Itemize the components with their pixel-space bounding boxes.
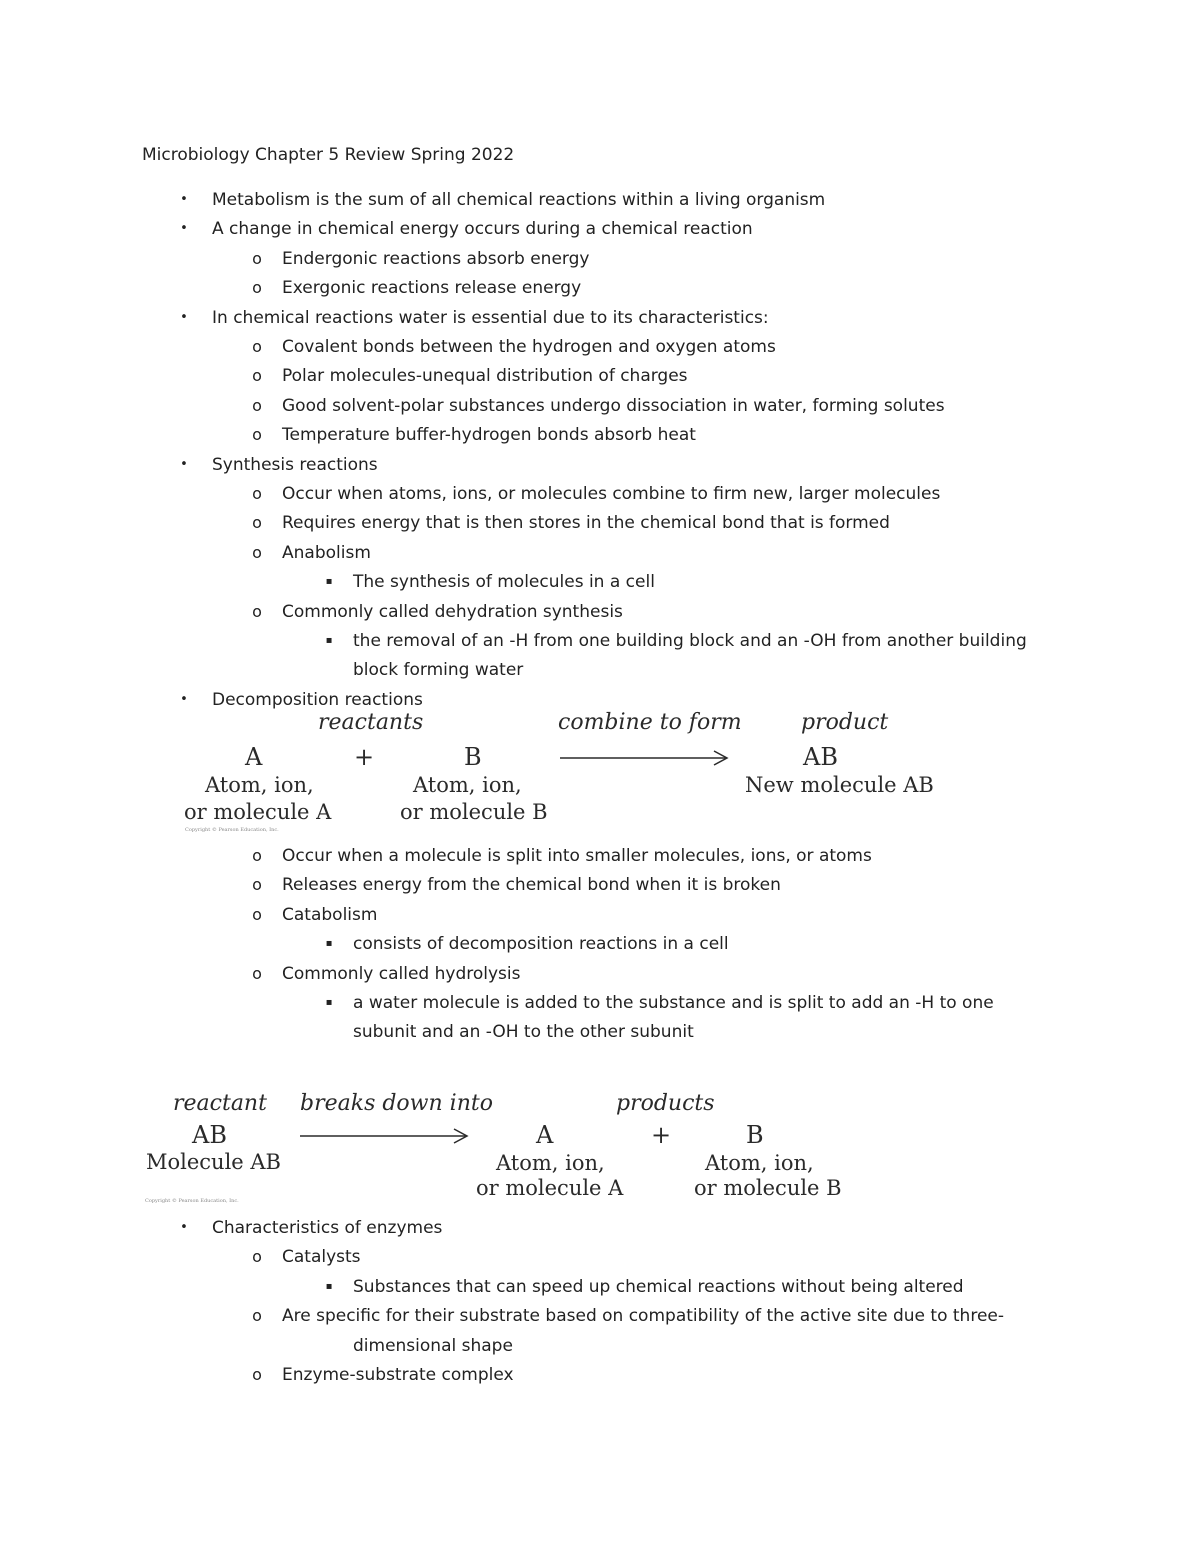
list-item-text: Good solvent-polar substances undergo dissociation in water, forming solutes bbox=[282, 395, 945, 416]
reactant-ab-desc: Molecule AB bbox=[146, 1150, 281, 1174]
list-item-text: Substances that can speed up chemical reactions without being altered bbox=[353, 1276, 964, 1297]
bullet-marker-icon: o bbox=[252, 337, 262, 356]
list-item-text: Metabolism is the sum of all chemical reactions within a living organism bbox=[212, 190, 826, 210]
reactant-b: B bbox=[464, 743, 482, 771]
plus-sign: + bbox=[651, 1121, 672, 1149]
bullet-marker-icon: o bbox=[252, 1365, 262, 1384]
copyright-credit: Copyright © Pearson Education, Inc. bbox=[185, 827, 279, 833]
list-item-text: Catalysts bbox=[282, 1247, 361, 1268]
list-item-text: Commonly called hydrolysis bbox=[282, 963, 521, 984]
list-item-text: Are specific for their substrate based on compatibility of the active site due to three- bbox=[282, 1306, 1004, 1327]
breaks-label: breaks down into bbox=[300, 1091, 493, 1116]
bullet-marker-icon: o bbox=[252, 1247, 262, 1267]
reactant-b-desc-1: Atom, ion, bbox=[413, 773, 522, 797]
bullet-marker-icon: o bbox=[252, 484, 262, 503]
list-item-text: A change in chemical energy occurs during a chemical reaction bbox=[212, 219, 753, 240]
product-b: B bbox=[746, 1121, 764, 1149]
bullet-marker-icon: ▪ bbox=[325, 576, 333, 588]
list-item-text: Polar molecules-unequal distribution of charges bbox=[282, 366, 688, 387]
list-item-text: Temperature buffer-hydrogen bonds absorb heat bbox=[282, 425, 696, 446]
bullet-marker-icon: o bbox=[252, 248, 262, 268]
bullet-marker-icon: ▪ bbox=[325, 997, 333, 1008]
list-item-text: the removal of an -H from one building block and an -OH from another building bbox=[353, 631, 1027, 651]
product-b-desc-1: Atom, ion, bbox=[705, 1151, 814, 1175]
product-b-desc-2: or molecule B bbox=[694, 1176, 842, 1200]
product-ab-desc: New molecule AB bbox=[745, 773, 934, 797]
bullet-marker-icon: o bbox=[252, 904, 262, 924]
bullet-marker-icon: ▪ bbox=[325, 635, 333, 646]
list-item-text: Occur when a molecule is split into smaller molecules, ions, or atoms bbox=[282, 846, 872, 866]
reactant-ab: AB bbox=[192, 1121, 227, 1149]
bullet-marker-icon: o bbox=[252, 395, 262, 415]
bullet-marker-icon: • bbox=[180, 691, 188, 707]
reactant-a-desc-2: or molecule A bbox=[184, 800, 332, 824]
bullet-marker-icon: o bbox=[252, 513, 262, 533]
product-a-desc-1: Atom, ion, bbox=[496, 1151, 605, 1175]
product-label: product bbox=[801, 710, 889, 735]
reactant-b-desc-2: or molecule B bbox=[400, 800, 548, 824]
bullet-marker-icon: o bbox=[252, 601, 262, 621]
list-item-text: consists of decomposition reactions in a cell bbox=[353, 934, 729, 955]
bullet-marker-icon: o bbox=[252, 542, 262, 562]
list-item-text: In chemical reactions water is essential due to its characteristics: bbox=[212, 307, 769, 328]
bullet-marker-icon: o bbox=[252, 1306, 262, 1326]
combine-label: combine to form bbox=[558, 710, 742, 735]
list-item-text: Covalent bonds between the hydrogen and oxygen atoms bbox=[282, 337, 776, 357]
product-ab: AB bbox=[803, 743, 838, 771]
reactant-label: reactant bbox=[173, 1091, 267, 1116]
reactants-label: reactants bbox=[318, 710, 424, 735]
list-item-text: Releases energy from the chemical bond when it is broken bbox=[282, 875, 781, 896]
page-title: Microbiology Chapter 5 Review Spring 2022 bbox=[142, 145, 515, 165]
product-a-desc-2: or molecule A bbox=[476, 1176, 624, 1200]
list-item-text: Exergonic reactions release energy bbox=[282, 278, 582, 299]
arrow-icon bbox=[560, 748, 730, 768]
products-label: products bbox=[616, 1091, 715, 1116]
list-item-text: Anabolism bbox=[282, 542, 371, 563]
bullet-marker-icon: o bbox=[252, 278, 262, 298]
list-item-text: Occur when atoms, ions, or molecules combine to firm new, larger molecules bbox=[282, 484, 941, 504]
list-item-text: Catabolism bbox=[282, 904, 378, 925]
bullet-marker-icon: o bbox=[252, 963, 262, 983]
bullet-marker-icon: o bbox=[252, 875, 262, 895]
product-a: A bbox=[536, 1121, 554, 1149]
arrow-icon bbox=[300, 1126, 470, 1146]
list-item-text: Endergonic reactions absorb energy bbox=[282, 248, 590, 269]
bullet-marker-icon: • bbox=[180, 192, 188, 207]
list-item-text: The synthesis of molecules in a cell bbox=[353, 572, 655, 593]
plus-sign: + bbox=[354, 743, 375, 771]
reactant-a-desc-1: Atom, ion, bbox=[205, 773, 314, 797]
reactant-a: A bbox=[245, 743, 263, 771]
copyright-credit: Copyright © Pearson Education, Inc. bbox=[145, 1198, 239, 1204]
bullet-marker-icon: ▪ bbox=[325, 1280, 333, 1292]
list-item-text: subunit and an -OH to the other subunit bbox=[353, 1022, 694, 1043]
list-item-text: Requires energy that is then stores in the chemical bond that is formed bbox=[282, 513, 890, 534]
list-item-text: Commonly called dehydration synthesis bbox=[282, 601, 623, 622]
bullet-marker-icon: • bbox=[180, 309, 188, 325]
list-item-text: dimensional shape bbox=[353, 1335, 513, 1356]
bullet-marker-icon: o bbox=[252, 366, 262, 386]
list-item-text: block forming water bbox=[353, 660, 524, 681]
bullet-marker-icon: • bbox=[180, 456, 188, 472]
list-item-text: Enzyme-substrate complex bbox=[282, 1365, 514, 1385]
bullet-marker-icon: • bbox=[180, 221, 188, 237]
bullet-marker-icon: • bbox=[180, 1220, 188, 1235]
bullet-marker-icon: o bbox=[252, 425, 262, 445]
list-item-text: Decomposition reactions bbox=[212, 689, 423, 710]
list-item-text: Characteristics of enzymes bbox=[212, 1218, 443, 1238]
list-item-text: a water molecule is added to the substance and is split to add an -H to one bbox=[353, 993, 994, 1013]
bullet-marker-icon: ▪ bbox=[325, 938, 333, 950]
bullet-marker-icon: o bbox=[252, 846, 262, 865]
list-item-text: Synthesis reactions bbox=[212, 454, 378, 475]
